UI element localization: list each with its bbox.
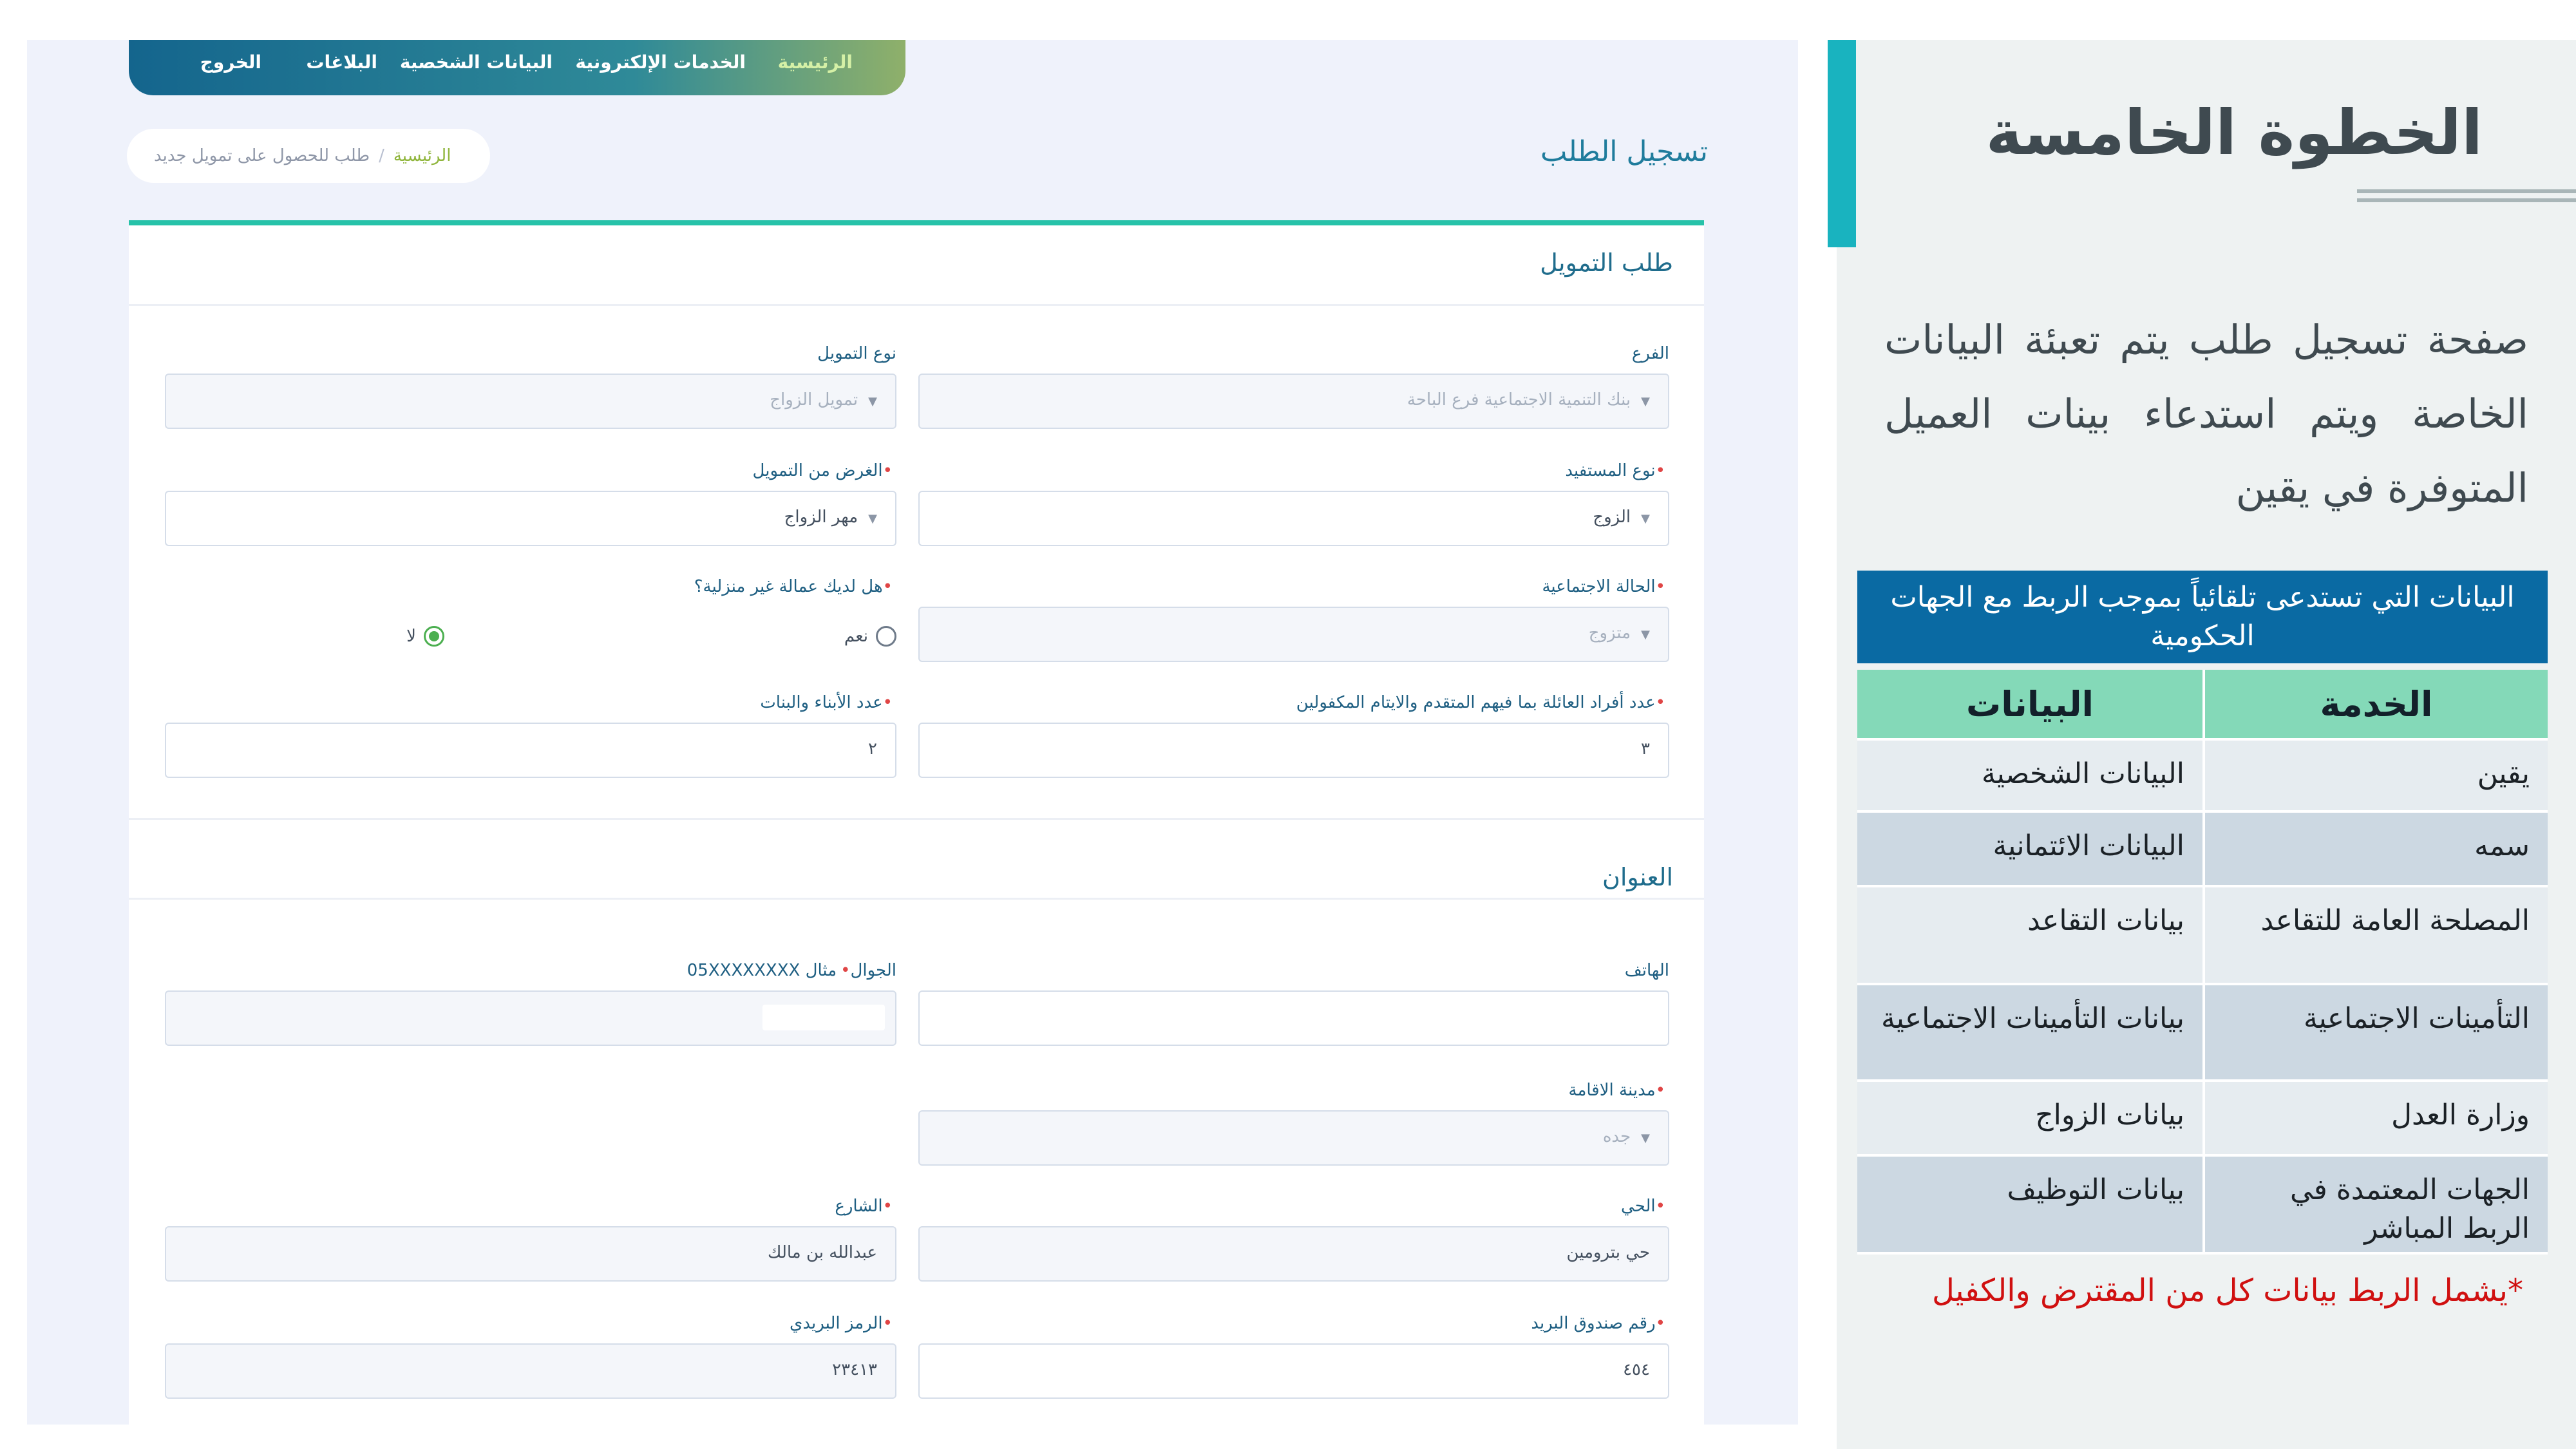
chevron-down-icon: ▼ <box>868 395 877 408</box>
nav-logout[interactable]: الخروج <box>200 52 261 73</box>
data-cell: بيانات التأمينات الاجتماعية <box>1857 985 2202 1082</box>
section-divider <box>129 898 1704 900</box>
service-cell: سمه <box>2202 813 2548 887</box>
data-cell: البيانات الائتمانية <box>1857 813 2202 887</box>
domestic-labor-label: •هل لديك عمالة غير منزلية؟ <box>694 577 893 596</box>
domestic-labor-yes-option[interactable]: نعم <box>844 626 896 647</box>
page-title: تسجيل الطلب <box>1540 135 1708 168</box>
table-row <box>1857 813 2548 887</box>
district-label: •الحي <box>1621 1197 1665 1216</box>
chevron-down-icon: ▼ <box>1641 395 1650 408</box>
street-input[interactable]: عبدالله بن مالك <box>165 1226 896 1282</box>
mobile-input[interactable] <box>165 990 896 1046</box>
data-cell: بيانات التوظيف <box>1857 1157 2202 1255</box>
phone-input[interactable] <box>918 990 1669 1046</box>
district-input[interactable]: حي بترومين <box>918 1226 1669 1282</box>
branch-label: الفرع <box>1631 344 1669 363</box>
table-row <box>1857 887 2548 985</box>
finance-form-card <box>129 220 1704 1425</box>
branch-select[interactable]: ▼بنك التنمية الاجتماعية فرع الباحة <box>918 374 1669 429</box>
city-label: •مدينة الاقامة <box>1568 1081 1665 1100</box>
section-divider <box>129 818 1704 820</box>
address-section-title: العنوان <box>1602 863 1673 891</box>
linked-data-table <box>1857 670 2548 1255</box>
data-cell: بيانات التقاعد <box>1857 887 2202 985</box>
finance-type-label: نوع التمويل <box>817 344 896 363</box>
children-count-label: •عدد الأبناء والبنات <box>760 693 893 712</box>
phone-label: الهاتف <box>1624 961 1669 980</box>
social-status-label: •الحالة الاجتماعية <box>1542 577 1665 596</box>
masked-mobile-value <box>762 1005 885 1030</box>
data-cell: بيانات الزواج <box>1857 1082 2202 1157</box>
section-divider <box>129 304 1704 306</box>
finance-section-title: طلب التمويل <box>1540 249 1673 277</box>
table-caption: البيانات التي تستدعى تلقائياً بموجب الربط مع الجهات الحكومية <box>1857 571 2548 663</box>
chevron-down-icon: ▼ <box>868 512 877 526</box>
nav-personal-data[interactable]: البيانات الشخصية <box>399 52 553 73</box>
postal-code-label: •الرمز البريدي <box>790 1314 893 1333</box>
step-description: صفحة تسجيل طلب يتم تعبئة البيانات الخاصة ويتم استدعاء بينات العميل المتوفرة في يقين <box>1884 316 2528 511</box>
table-header-row <box>1857 670 2548 741</box>
nav-home[interactable]: الرئيسية <box>777 52 853 73</box>
service-cell: التأمينات الاجتماعية <box>2202 985 2548 1082</box>
accent-bar <box>1828 40 1856 247</box>
column-header-data: البيانات <box>1857 670 2202 741</box>
beneficiary-type-select[interactable]: ▼الزوج <box>918 491 1669 546</box>
portal-screenshot <box>27 40 1798 1425</box>
finance-type-select[interactable]: ▼تمويل الزواج <box>165 374 896 429</box>
beneficiary-type-label: •نوع المستفيد <box>1565 461 1665 480</box>
top-navigation <box>129 40 905 95</box>
family-members-input[interactable]: ٣ <box>918 723 1669 778</box>
nav-reports[interactable]: البلاغات <box>306 52 377 73</box>
decorative-line <box>2357 189 2576 193</box>
table-row <box>1857 1157 2548 1255</box>
breadcrumb-home-link[interactable]: الرئيسية <box>393 146 451 166</box>
chevron-down-icon: ▼ <box>1641 628 1650 641</box>
service-cell: يقين <box>2202 741 2548 813</box>
breadcrumb-current: طلب للحصول على تمويل جديد <box>154 146 370 166</box>
data-cell: البيانات الشخصية <box>1857 741 2202 813</box>
postal-code-input[interactable]: ٢٣٤١٣ <box>165 1343 896 1399</box>
decorative-line <box>2357 198 2576 202</box>
breadcrumb-separator: / <box>379 146 384 166</box>
nav-eservices[interactable]: الخدمات الإلكترونية <box>575 52 746 73</box>
service-cell: الجهات المعتمدة في الربط المباشر <box>2202 1157 2548 1255</box>
social-status-select[interactable]: ▼متزوج <box>918 607 1669 662</box>
breadcrumb <box>127 129 490 183</box>
street-label: •الشارع <box>835 1197 893 1216</box>
table-row <box>1857 985 2548 1082</box>
finance-purpose-select[interactable]: ▼مهر الزواج <box>165 491 896 546</box>
table-row <box>1857 1082 2548 1157</box>
table-row <box>1857 741 2548 813</box>
radio-unchecked-icon[interactable] <box>876 626 896 647</box>
service-cell: المصلحة العامة للتقاعد <box>2202 887 2548 985</box>
chevron-down-icon: ▼ <box>1641 512 1650 526</box>
footnote: *يشمل الربط بيانات كل من المقترض والكفيل <box>1931 1273 2523 1309</box>
column-header-service: الخدمة <box>2202 670 2548 741</box>
po-box-label: •رقم صندوق البريد <box>1531 1314 1665 1333</box>
chevron-down-icon: ▼ <box>1641 1132 1650 1145</box>
finance-purpose-label: •الغرض من التمويل <box>752 461 893 480</box>
step-title: الخطوة الخامسة <box>1985 97 2483 169</box>
children-count-input[interactable]: ٢ <box>165 723 896 778</box>
domestic-labor-no-option[interactable]: لا <box>406 626 444 647</box>
po-box-input[interactable]: ٤٥٤ <box>918 1343 1669 1399</box>
family-members-label: •عدد أفراد العائلة بما فيهم المتقدم والايتام المكفولين <box>1296 693 1665 712</box>
service-cell: وزارة العدل <box>2202 1082 2548 1157</box>
radio-checked-icon[interactable] <box>424 626 444 647</box>
mobile-label: الجوال•مثال 05XXXXXXXX <box>687 961 896 980</box>
city-select[interactable]: ▼جده <box>918 1110 1669 1166</box>
